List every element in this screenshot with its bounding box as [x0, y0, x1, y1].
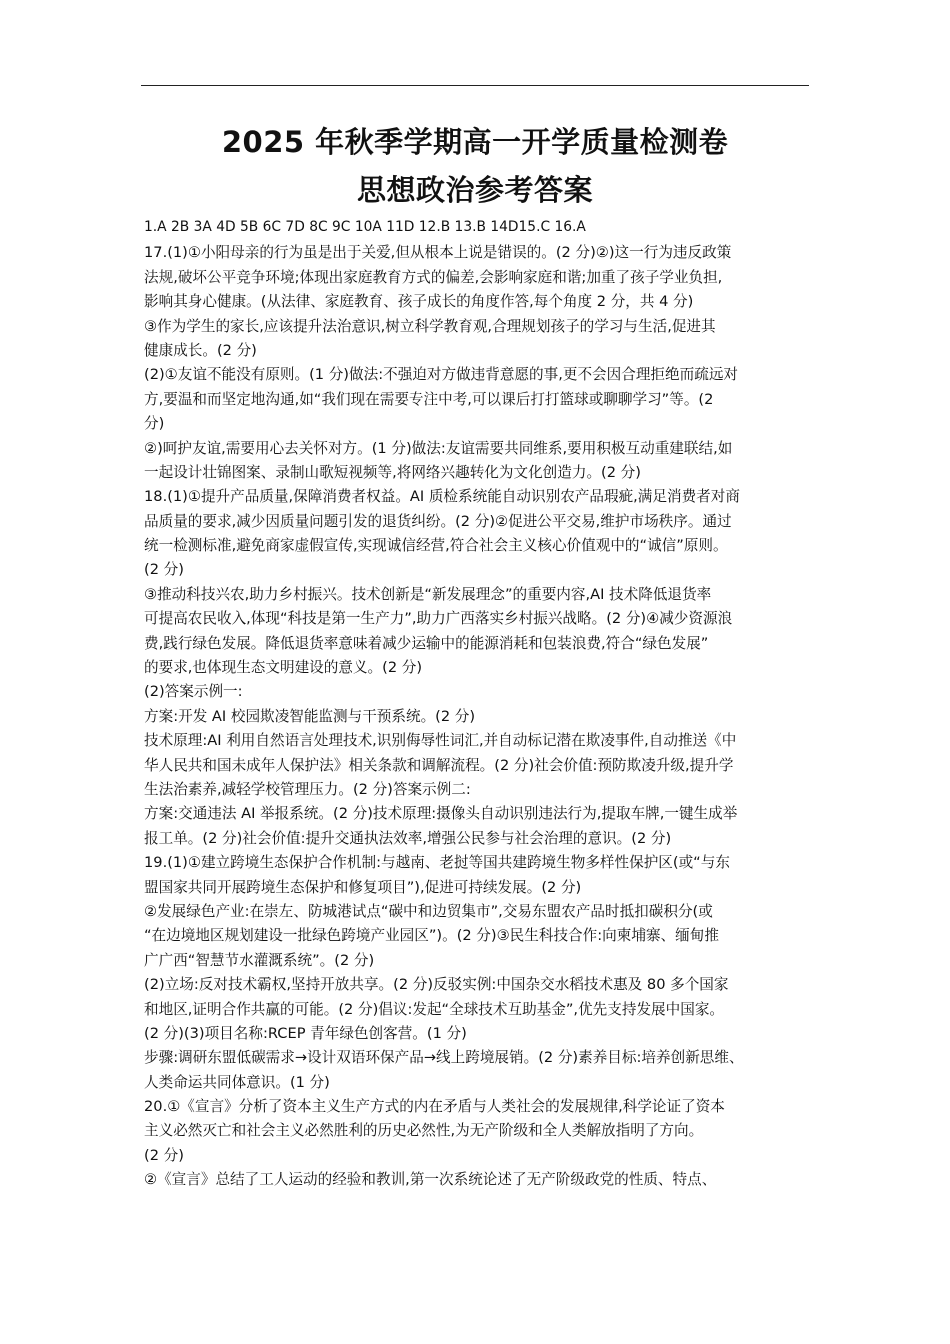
- text-line: 盟国家共同开展跨境生态保护和修复项目”),促进可持续发展。(2 分): [144, 878, 582, 896]
- text-line: 分): [144, 415, 165, 433]
- text-line: 统一检测标准,避免商家虚假宣传,实现诚信经营,符合社会主义核心价值观中的“诚信”原则。: [144, 537, 728, 555]
- exam-title: 2025 年秋季学期高一开学质量检测卷: [221, 125, 729, 159]
- text-line: 人类命运共同体意识。(1 分): [144, 1073, 330, 1091]
- text-line: 法规,破坏公平竞争环境;体现出家庭教育方式的偏差,会影响家庭和谐;加重了孩子学业负担,: [144, 268, 723, 286]
- text-line: 18.(1)①提升产品质量,保障消费者权益。AI 质检系统能自动识别农产品瑕疵,满足消费者对商: [144, 488, 740, 506]
- text-line: 影响其身心健康。(从法律、家庭教育、孩子成长的角度作答,每个角度 2 分，共 4 分): [144, 293, 694, 311]
- text-line: ②)呵护友谊,需要用心去关怀对方。(1 分)做法:友谊需要共同维系,要用积极互动重建联结,如: [144, 439, 733, 457]
- text-line: 报工单。(2 分)社会价值:提升交通执法效率,增强公民参与社会治理的意识。(2 分): [144, 829, 672, 847]
- text-line: (2)答案示例一:: [144, 683, 243, 701]
- text-line: ②《宣言》总结了工人运动的经验和教训,第一次系统论述了无产阶级政党的性质、特点、: [144, 1171, 717, 1189]
- text-line: 19.(1)①建立跨境生态保护合作机制:与越南、老挝等国共建跨境生物多样性保护区(或“与东: [144, 854, 730, 872]
- text-line: ②发展绿色产业:在崇左、防城港试点“碳中和边贸集市”,交易东盟农产品时抵扣碳积分(或: [144, 902, 713, 920]
- text-line: 步骤:调研东盟低碳需求→设计双语环保产品→线上跨境展销。(2 分)素养目标:培养创新思维、: [144, 1049, 744, 1067]
- answer-lines: [144, 241, 808, 1192]
- multiple-choice-answers: 1.A 2B 3A 4D 5B 6C 7D 8C 9C 10A 11D 12.B 13.B 14D15.C 16.A: [144, 219, 586, 235]
- text-line: 和地区,证明合作共赢的可能。(2 分)倡议:发起“全球技术互助基金”,优先支持发展中国家。: [144, 1000, 725, 1018]
- text-line: 17.(1)①小阳母亲的行为虽是出于关爱,但从根本上说是错误的。(2 分)②)这一行为违反政策: [144, 244, 732, 262]
- text-line: ③作为学生的家长,应该提升法治意识,树立科学教育观,合理规划孩子的学习与生活,促进其: [144, 317, 716, 335]
- text-line: “在边境地区规划建设一批绿色跨境产业园区”)。(2 分)③民生科技合作:向柬埔寨、缅甸推: [144, 927, 719, 945]
- text-line: 品质量的要求,减少因质量问题引发的退货纠纷。(2 分)②促进公平交易,维护市场秩序。通过: [144, 512, 732, 530]
- exam-subtitle: 思想政治参考答案: [356, 173, 593, 207]
- text-line: ③推动科技兴农,助力乡村振兴。技术创新是“新发展理念”的重要内容,AI 技术降低退货率: [144, 585, 712, 603]
- text-line: 方案:交通违法 AI 举报系统。(2 分)技术原理:摄像头自动识别违法行为,提取车牌,一键生成举: [144, 805, 738, 823]
- top-rule: [141, 85, 809, 86]
- text-line: 方案:开发 AI 校园欺凌智能监测与干预系统。(2 分): [144, 707, 476, 725]
- text-line: 一起设计壮锦图案、录制山歌短视频等,将网络兴趣转化为文化创造力。(2 分): [144, 463, 641, 481]
- text-line: 20.①《宣言》分析了资本主义生产方式的内在矛盾与人类社会的发展规律,科学论证了资本: [144, 1098, 725, 1116]
- text-line: (2)立场:反对技术霸权,坚持开放共享。(2 分)反驳实例:中国杂交水稻技术惠及 80 多个国家: [144, 976, 729, 994]
- text-line: (2 分): [144, 561, 184, 579]
- text-line: (2 分)(3)项目名称:RCEP 青年绿色创客营。(1 分): [144, 1024, 467, 1042]
- text-line: 方,要温和而坚定地沟通,如“我们现在需要专注中考,可以课后打打篮球或聊聊学习”等。(2: [144, 390, 714, 408]
- text-line: 主义必然灭亡和社会主义必然胜利的历史必然性,为无产阶级和全人类解放指明了方向。: [144, 1122, 704, 1140]
- text-line: 费,践行绿色发展。降低退货率意味着减少运输中的能源消耗和包装浪费,符合“绿色发展”: [144, 634, 709, 652]
- text-line: 技术原理:AI 利用自然语言处理技术,识别侮辱性词汇,并自动标记潜在欺凌事件,自动推送《中: [144, 732, 737, 750]
- text-line: 健康成长。(2 分): [144, 341, 257, 359]
- text-line: (2)①友谊不能没有原则。(1 分)做法:不强迫对方做违背意愿的事,更不会因合理拒绝而疏远对: [144, 366, 739, 384]
- text-line: 可提高农民收入,体现“科技是第一生产力”,助力广西落实乡村振兴战略。(2 分)④减少资源浪: [144, 610, 733, 628]
- text-line: 生法治素养,减轻学校管理压力。(2 分)答案示例二:: [144, 780, 471, 798]
- answer-body: [144, 217, 808, 1193]
- text-line: 华人民共和国未成年人保护法》相关条款和调解流程。(2 分)社会价值:预防欺凌升级,提升学: [144, 756, 734, 774]
- text-line: (2 分): [144, 1146, 184, 1164]
- text-line: 广广西“智慧节水灌溉系统”。(2 分): [144, 951, 375, 969]
- text-line: 的要求,也体现生态文明建设的意义。(2 分): [144, 659, 423, 677]
